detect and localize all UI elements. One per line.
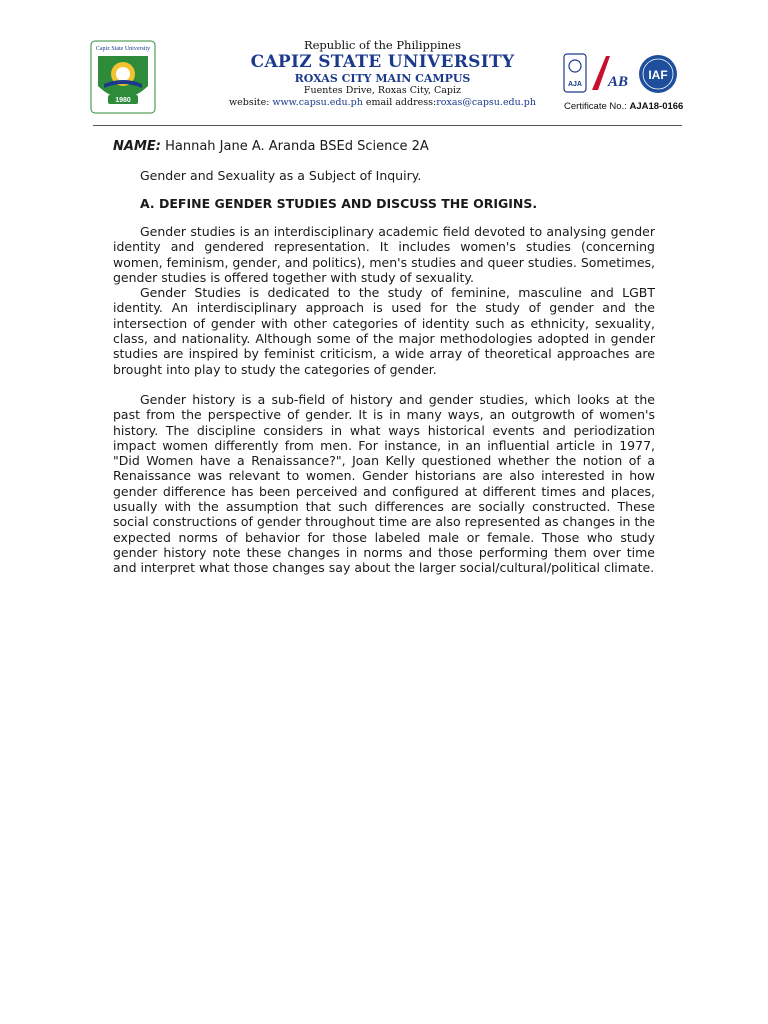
website-label: website: (229, 97, 273, 108)
letterhead-header (0, 0, 768, 125)
ab-badge-text: AB (608, 74, 629, 90)
iaf-badge-text: IAF (648, 68, 668, 82)
name-value: Hannah Jane A. Aranda BSEd Science 2A (160, 139, 429, 154)
header-divider (93, 125, 682, 126)
email-label: email address: (362, 97, 437, 108)
campus-address: Fuentes Drive, Roxas City, Capiz (303, 85, 462, 96)
paragraph-spacer (113, 377, 655, 392)
student-name-line (113, 138, 655, 156)
campus-name: ROXAS CITY MAIN CAMPUS (294, 72, 471, 85)
paragraph-1: Gender studies is an interdisciplinary academic field devoted to analysing gender identity and gendered representation. It includes women's studies (concerning women, feminism, gender, and politics), men's studies and queer studies. Sometimes, gender studies is offered together with study of sexuality. (113, 224, 655, 285)
letterhead-text (210, 38, 555, 109)
document-body (113, 138, 655, 576)
section-heading: A. DEFINE GENDER STUDIES AND DISCUSS THE ORIGINS. (140, 196, 538, 211)
republic-line: Republic of the Philippines (303, 38, 462, 52)
seal-caption-text: Capiz State University (95, 46, 151, 52)
iaf-badge-icon (639, 55, 677, 93)
seal-year-text: 1980 (115, 97, 131, 104)
university-seal-logo (90, 40, 156, 114)
contact-line (210, 97, 555, 109)
aja-badge-text: AJA (567, 81, 583, 88)
subject-title: Gender and Sexuality as a Subject of Inquiry. (140, 168, 422, 183)
paragraph-2: Gender Studies is dedicated to the study of feminine, masculine and LGBT identity. An interdisciplinary approach is used for the study of gender and the intersection of gender with other categories of identity such as ethnicity, sexuality, class, and nationality. Although some of the major methodologies adopted in gender studies are inspired by feminist criticism, a wide array of theoretical approaches are brought into play to study the categories of gender. (113, 285, 655, 377)
university-name: CAPIZ STATE UNIVERSITY (250, 52, 515, 72)
ab-badge-icon (592, 56, 628, 90)
name-label: NAME: (113, 139, 161, 154)
website-link[interactable]: www.capsu.edu.ph (272, 97, 363, 108)
paragraph-3: Gender history is a sub-field of history and gender studies, which looks at the past from the perspective of gender. It is in many ways, an outgrowth of women's history. The discipline considers in what ways historical events and periodization impact women differently from men. For instance, in an influential article in 1977, "Did Women have a Renaissance?", Joan Kelly questioned whether the notion of a Renaissance was relevant to women. Gender historians are also interested in how gender difference has been perceived and configured at different times and places, usually with the assumption that such differences are socially constructed. These social constructions of gender throughout time are also represented as changes in the expected norms of behavior for those labeled male or female. Those who study gender history note these changes in norms and those performing them over time and interpret what those changes say about the larger social/cultural/political climate. (113, 391, 655, 576)
email-link[interactable]: roxas@capsu.edu.ph (436, 97, 536, 108)
aja-badge-icon (564, 54, 586, 92)
certificate-number: Certificate No.: AJA18-0166 (564, 101, 684, 112)
